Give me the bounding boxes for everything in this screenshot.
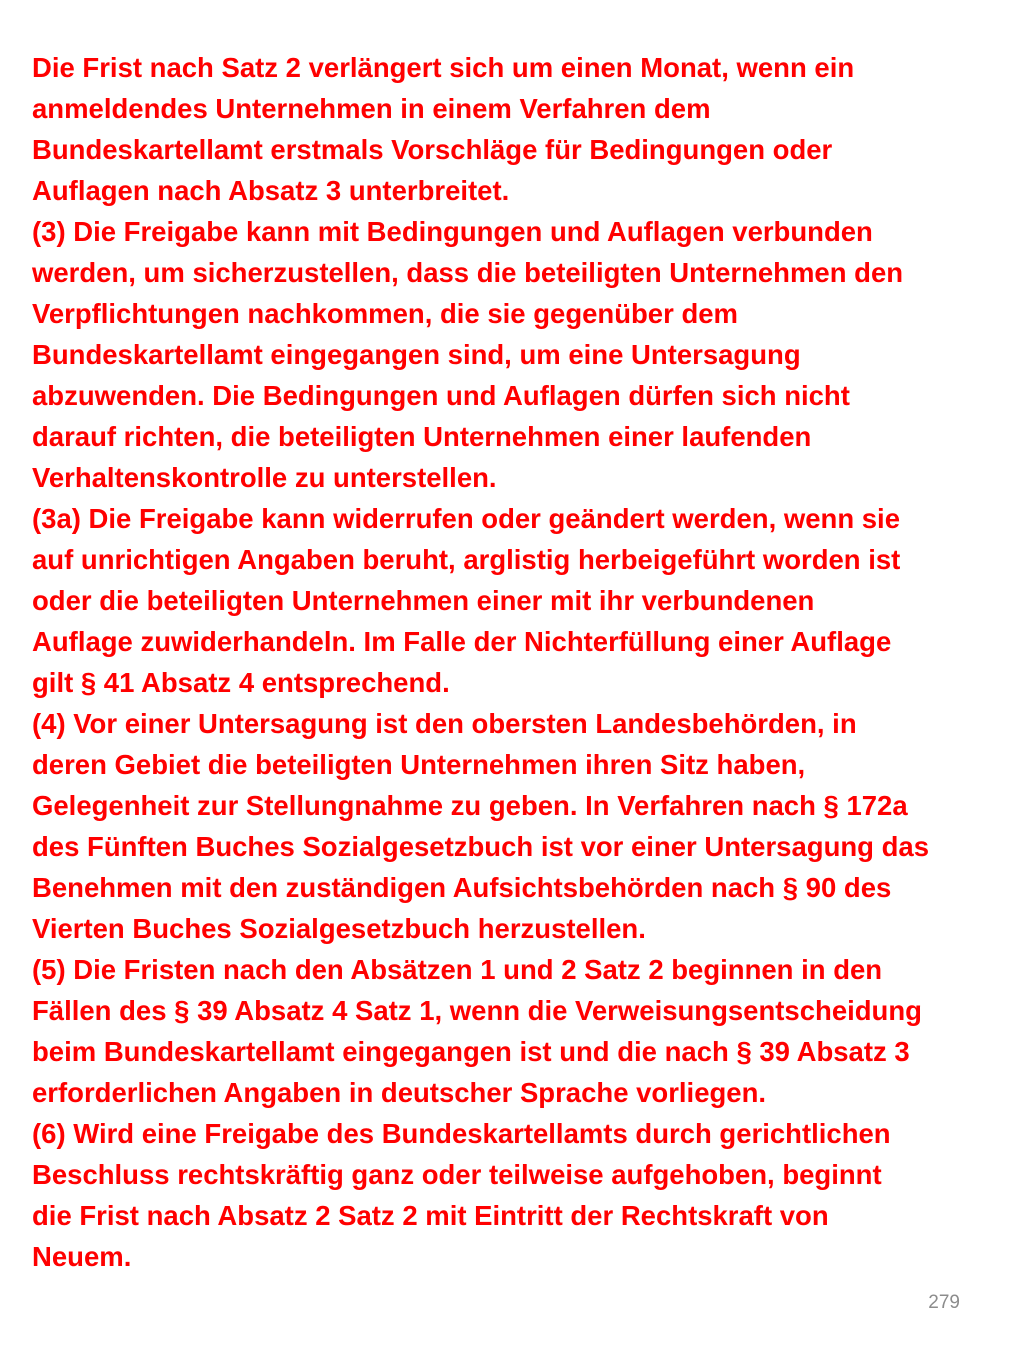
text-line: deren Gebiet die beteiligten Unternehmen ihren Sitz haben, — [32, 749, 806, 780]
text-line: Fällen des § 39 Absatz 4 Satz 1, wenn die Verweisungsentscheidung — [32, 995, 922, 1026]
text-line: (3a) Die Freigabe kann widerrufen oder geändert werden, wenn sie — [32, 503, 900, 534]
text-line: gilt § 41 Absatz 4 entsprechend. — [32, 667, 450, 698]
text-line: (3) Die Freigabe kann mit Bedingungen und Auflagen verbunden — [32, 216, 873, 247]
text-line: Benehmen mit den zuständigen Aufsichtsbehörden nach § 90 des — [32, 872, 892, 903]
law-text-body — [32, 47, 992, 1277]
text-line: werden, um sicherzustellen, dass die beteiligten Unternehmen den — [32, 257, 904, 288]
text-line: des Fünften Buches Sozialgesetzbuch ist vor einer Untersagung das — [32, 831, 929, 862]
text-line: Gelegenheit zur Stellungnahme zu geben. In Verfahren nach § 172a — [32, 790, 908, 821]
text-line: Verhaltenskontrolle zu unterstellen. — [32, 462, 497, 493]
text-line: abzuwenden. Die Bedingungen und Auflagen dürfen sich nicht — [32, 380, 850, 411]
text-line: Bundeskartellamt eingegangen sind, um eine Untersagung — [32, 339, 801, 370]
text-line: die Frist nach Absatz 2 Satz 2 mit Eintritt der Rechtskraft von — [32, 1200, 829, 1231]
text-line: erforderlichen Angaben in deutscher Sprache vorliegen. — [32, 1077, 767, 1108]
text-line: Neuem. — [32, 1241, 132, 1272]
text-line: Die Frist nach Satz 2 verlängert sich um einen Monat, wenn ein — [32, 52, 855, 83]
text-line: (6) Wird eine Freigabe des Bundeskartellamts durch gerichtlichen — [32, 1118, 891, 1149]
text-line: Vierten Buches Sozialgesetzbuch herzustellen. — [32, 913, 646, 944]
text-line: Bundeskartellamt erstmals Vorschläge für Bedingungen oder — [32, 134, 833, 165]
page-number: 279 — [928, 1292, 960, 1313]
text-line: (4) Vor einer Untersagung ist den obersten Landesbehörden, in — [32, 708, 857, 739]
text-line: darauf richten, die beteiligten Unternehmen einer laufenden — [32, 421, 812, 452]
text-line: (5) Die Fristen nach den Absätzen 1 und 2 Satz 2 beginnen in den — [32, 954, 883, 985]
text-line: anmeldendes Unternehmen in einem Verfahren dem — [32, 93, 711, 124]
text-line: Auflage zuwiderhandeln. Im Falle der Nichterfüllung einer Auflage — [32, 626, 892, 657]
text-line: Beschluss rechtskräftig ganz oder teilweise aufgehoben, beginnt — [32, 1159, 882, 1190]
text-line: Verpflichtungen nachkommen, die sie gegenüber dem — [32, 298, 738, 329]
text-line: auf unrichtigen Angaben beruht, arglistig herbeigeführt worden ist — [32, 544, 901, 575]
text-line: beim Bundeskartellamt eingegangen ist und die nach § 39 Absatz 3 — [32, 1036, 910, 1067]
text-line: Auflagen nach Absatz 3 unterbreitet. — [32, 175, 510, 206]
text-line: oder die beteiligten Unternehmen einer mit ihr verbundenen — [32, 585, 815, 616]
